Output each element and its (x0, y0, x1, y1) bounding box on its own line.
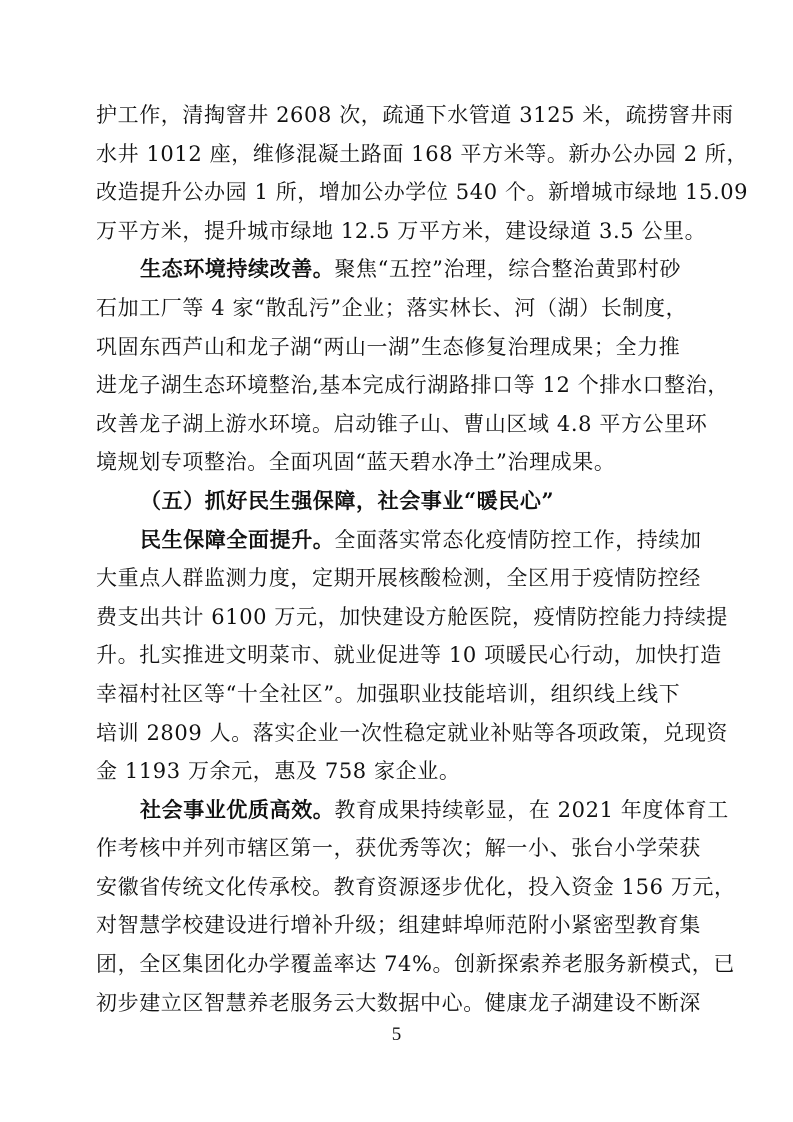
text-line: 改善龙子湖上游水环境。启动锥子山、曹山区域 4.8 平方公里环 (96, 411, 708, 436)
text-line: 护工作，清掏窨井 2608 次，疏通下水管道 3125 米，疏捞窨井雨 (96, 103, 734, 127)
paragraph-first-line (96, 250, 716, 289)
text-line: 费支出共计 6100 万元，加快建设方舱医院，疫情防控能力持续提 (96, 604, 728, 629)
text-run: 聚焦“五控”治理，综合整治黄郢村砂 (334, 257, 682, 282)
text-line: 培训 2809 人。落实企业一次性稳定就业补贴等各项政策，兑现资 (96, 720, 728, 745)
text-line: 巩固东西芦山和龙子湖“两山一湖”生态修复治理成果；全力推 (96, 334, 681, 359)
text-line: 改造提升公办园 1 所，增加公办学位 540 个。新增城市绿地 15.09 (96, 180, 749, 205)
text-run: 教育成果持续彰显，在 2021 年度体育工 (334, 797, 729, 822)
text-line: 石加工厂等 4 家“散乱污”企业；落实林长、河（湖）长制度， (96, 295, 688, 320)
paragraph-first-line (96, 521, 716, 560)
text-line: 进龙子湖生态环境整治,基本完成行湖路排口等 12 个排水口整治， (96, 373, 729, 398)
text-line: 团，全区集团化办学覆盖率达 74%。创新探索养老服务新模式，已 (96, 952, 735, 977)
text-line: 大重点人群监测力度，定期开展核酸检测，全区用于疫情防控经 (96, 566, 701, 591)
text-line: 金 1193 万余元，惠及 758 家企业。 (96, 759, 461, 784)
section-heading: （五）抓好民生强保障，社会事业“暖民心” (140, 487, 555, 513)
paragraph-first-line (96, 791, 729, 830)
body-text (96, 96, 749, 1022)
text-line: 初步建立区智慧养老服务云大数据中心。健康龙子湖建设不断深 (96, 990, 701, 1015)
paragraph-lead-livelihood: 民生保障全面提升。 (140, 526, 335, 552)
text-line: 水井 1012 座，维修混凝土路面 168 平方米等。新办公办园 2 所， (96, 141, 749, 166)
text-line: 万平方米，提升城市绿地 12.5 万平方米，建设绿道 3.5 公里。 (96, 218, 707, 243)
paragraph-lead-social: 社会事业优质高效。 (140, 796, 335, 822)
text-run: 全面落实常态化疫情防控工作，持续加 (334, 527, 702, 552)
text-line: 对智慧学校建设进行增补升级；组建蚌埠师范附小紧密型教育集 (96, 913, 701, 938)
paragraph-lead-ecology: 生态环境持续改善。 (140, 256, 335, 282)
text-line: 幸福村社区等“十全社区”。加强职业技能培训，组织线上线下 (96, 681, 681, 706)
text-line: 安徽省传统文化传承校。教育资源逐步优化，投入资金 156 万元， (96, 874, 736, 899)
text-line: 作考核中并列市辖区第一，获优秀等次；解一小、张台小学荣获 (96, 836, 701, 861)
page-number: 5 (391, 1024, 402, 1045)
text-line: 升。扎实推进文明菜市、就业促进等 10 项暖民心行动，加快打造 (96, 643, 722, 668)
text-line: 境规划专项整治。全面巩固“蓝天碧水净土”治理成果。 (96, 450, 616, 475)
